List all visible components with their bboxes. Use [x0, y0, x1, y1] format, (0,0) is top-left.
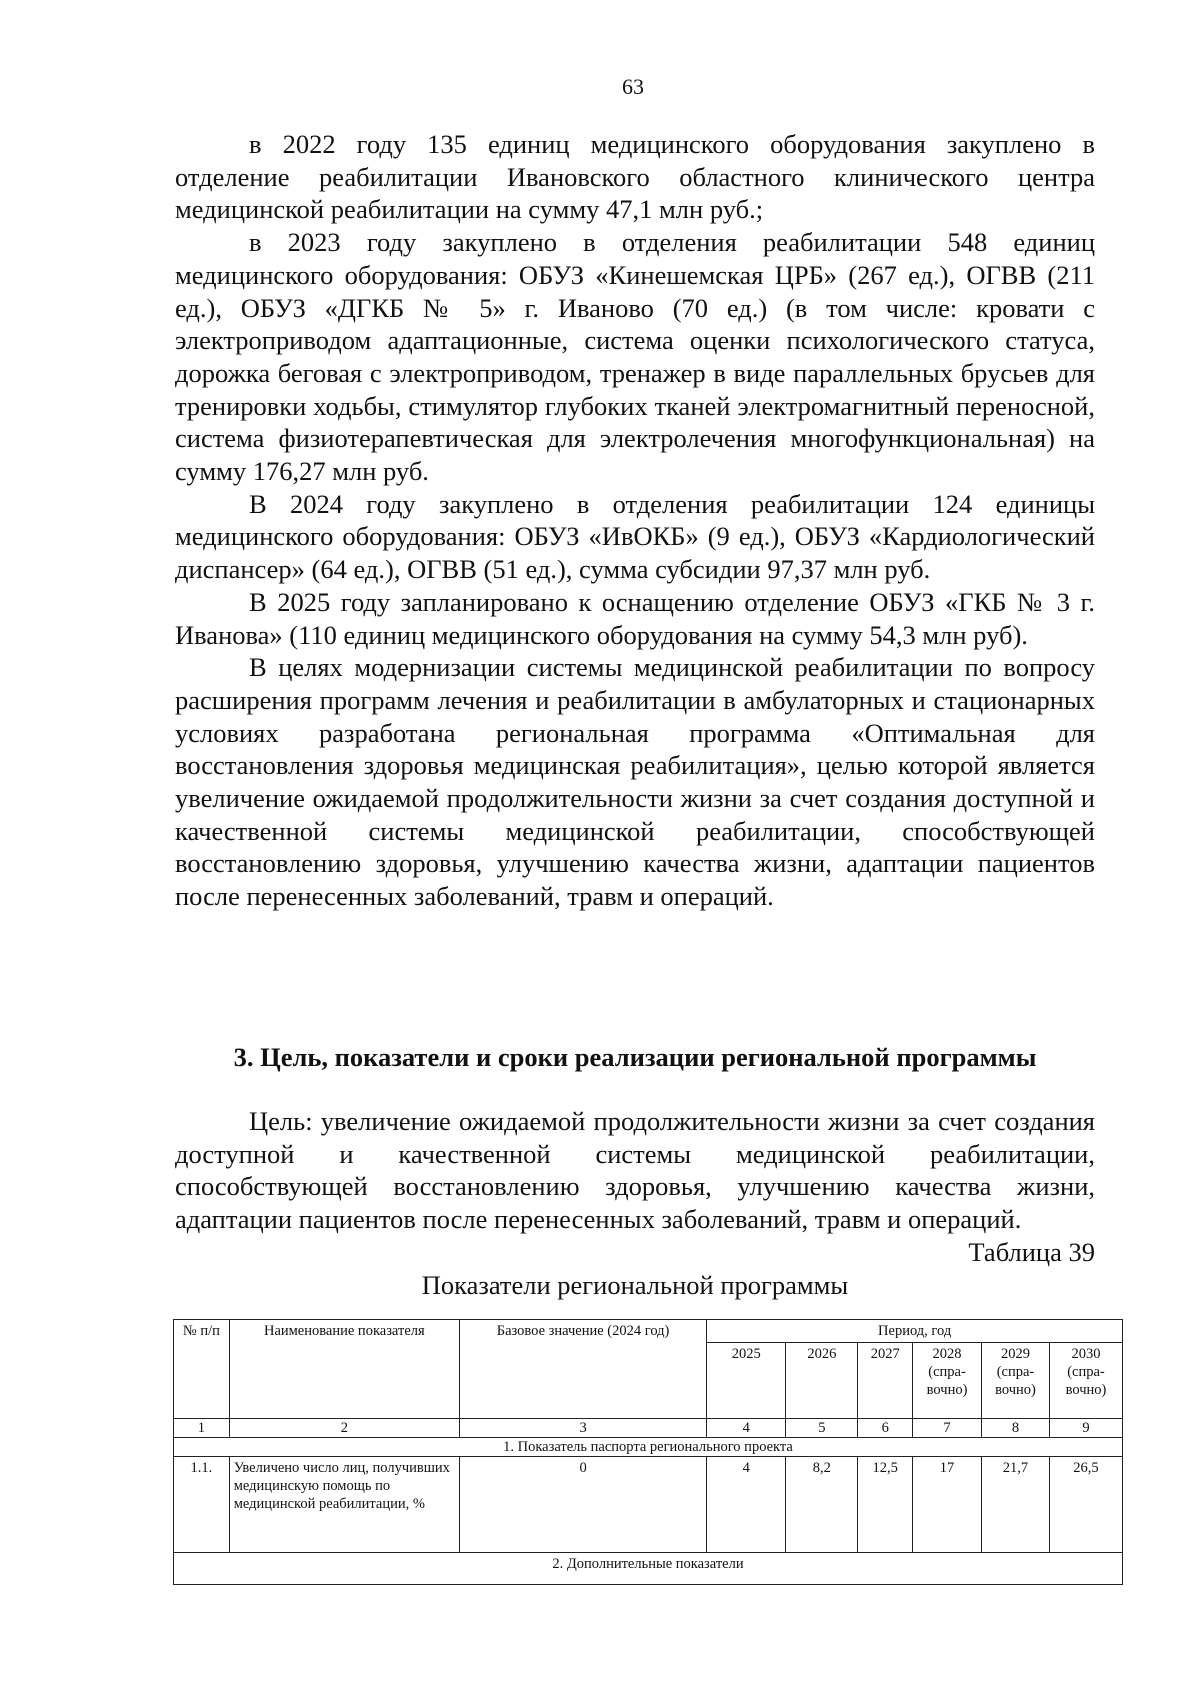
row-value: 4: [707, 1457, 786, 1553]
header-period: Период, год: [707, 1320, 1123, 1343]
column-number: 8: [982, 1419, 1050, 1438]
row-value: 21,7: [982, 1457, 1050, 1553]
header-num: № п/п: [174, 1320, 230, 1419]
column-numbers-row: [174, 1419, 1123, 1438]
table-caption: Показатели региональной программы: [421, 1270, 849, 1300]
section-title: 1. Показатель паспорта регионального проекта: [174, 1438, 1123, 1457]
body-text: [175, 128, 1095, 913]
row-value: 17: [913, 1457, 982, 1553]
table-header-row: [174, 1320, 1123, 1343]
row-value: 8,2: [786, 1457, 858, 1553]
page-number: 63: [622, 74, 644, 99]
header-year: 2026: [786, 1343, 858, 1419]
row-value: 12,5: [858, 1457, 913, 1553]
row-base: 0: [459, 1457, 706, 1553]
header-year: 2025: [707, 1343, 786, 1419]
paragraph: в 2022 году 135 единиц медицинского оборудования закуплено в отделение реабилитации Ивановского областного клинического центра медицинской реабилитации на сумму 47,1 млн руб.;: [175, 129, 1095, 225]
header-year: 2028 (спра-вочно): [913, 1343, 982, 1419]
column-number: 1: [174, 1419, 230, 1438]
header-year: 2029 (спра-вочно): [982, 1343, 1050, 1419]
goal-block: [175, 1105, 1095, 1236]
column-number: 5: [786, 1419, 858, 1438]
row-name: Увеличено число лиц, получивших медицинскую помощь по медицинской реабилитации, %: [229, 1457, 459, 1553]
row-num: 1.1.: [174, 1457, 230, 1553]
column-number: 7: [913, 1419, 982, 1438]
indicators-table: [173, 1319, 1123, 1585]
section-row: [174, 1553, 1123, 1585]
header-base: Базовое значение (2024 год): [459, 1320, 706, 1419]
table-number: Таблица 39: [968, 1237, 1095, 1267]
paragraph: В 2025 году запланировано к оснащению отделение ОБУЗ «ГКБ № 3 г. Иванова» (110 единиц медицинского оборудования на сумму 54,3 млн руб).: [175, 586, 1095, 650]
section-title: 2. Дополнительные показатели: [174, 1553, 1123, 1585]
column-number: 4: [707, 1419, 786, 1438]
table-row: [174, 1457, 1123, 1553]
header-year: 2027: [858, 1343, 913, 1419]
paragraph: В 2024 году закуплено в отделения реабилитации 124 единицы медицинского оборудования: ОБУЗ «ИвОКБ» (9 ед.), ОБУЗ «Кардиологический диспансер» (64 ед.), ОГВВ (51 ед.), сумма субсидии 97,37 млн руб.: [175, 488, 1095, 585]
row-value: 26,5: [1049, 1457, 1122, 1553]
column-number: 2: [229, 1419, 459, 1438]
column-number: 3: [459, 1419, 706, 1438]
header-year: 2030 (спра-вочно): [1049, 1343, 1122, 1419]
goal-text: Цель: увеличение ожидаемой продолжительности жизни за счет создания доступной и качественной системы медицинской реабилитации, способствующей восстановлению здоровья, улучшению качества жизни, адаптации пациентов после перенесенных заболеваний, травм и операций.: [175, 1106, 1095, 1235]
paragraph: В целях модернизации системы медицинской реабилитации по вопросу расширения программ лечения и реабилитации в амбулаторных и стационарных условиях разработана региональная программа «Оптимальная для восстановления здоровья медицинская реабилитация», целью которой является увеличение ожидаемой продолжительности жизни за счет создания доступной и качественной системы медицинской реабилитации, способствующей восстановлению здоровья, улучшению качества жизни, адаптации пациентов после перенесенных заболеваний, травм и операций.: [175, 652, 1095, 912]
column-number: 9: [1049, 1419, 1122, 1438]
header-name: Наименование показателя: [229, 1320, 459, 1419]
column-number: 6: [858, 1419, 913, 1438]
paragraph: в 2023 году закуплено в отделения реабилитации 548 единиц медицинского оборудования: ОБУЗ «Кинешемская ЦРБ» (267 ед.), ОГВВ (211 ед.), ОБУЗ «ДГКБ № 5» г. Иваново (70 ед.) (в том числе: кровати с электроприводом адаптационные, система оценки психологического статуса, дорожка беговая с электроприводом, тренажер в виде параллельных брусьев для тренировки ходьбы, стимулятор глубоких тканей электромагнитный переносной, система физиотерапевтическая для электролечения многофункциональная) на сумму 176,27 млн руб.: [175, 227, 1095, 487]
section-heading: 3. Цель, показатели и сроки реализации региональной программы: [233, 1042, 1037, 1072]
section-row: [174, 1438, 1123, 1457]
